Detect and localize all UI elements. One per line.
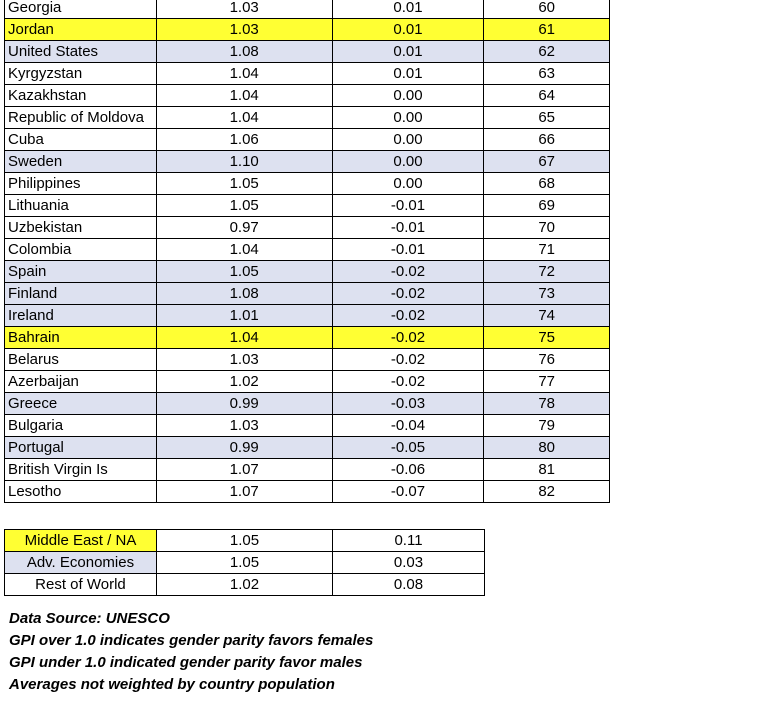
country-cell: Philippines (5, 173, 157, 195)
gpi-cell: 1.08 (156, 41, 332, 63)
change-cell: 0.00 (332, 173, 484, 195)
country-cell: Cuba (5, 129, 157, 151)
change-cell: -0.02 (332, 327, 484, 349)
change-cell: -0.02 (332, 305, 484, 327)
rank-cell: 62 (484, 41, 610, 63)
gpi-cell: 1.03 (156, 415, 332, 437)
rank-cell: 80 (484, 437, 610, 459)
average-change-cell: 0.11 (333, 530, 485, 552)
rank-cell: 69 (484, 195, 610, 217)
gpi-cell: 1.07 (156, 481, 332, 503)
table-row (5, 239, 610, 261)
rank-cell: 64 (484, 85, 610, 107)
country-cell: Belarus (5, 349, 157, 371)
table-row (5, 283, 610, 305)
rank-cell: 73 (484, 283, 610, 305)
average-row (5, 574, 485, 596)
rank-cell: 60 (484, 0, 610, 19)
table-row (5, 349, 610, 371)
regional-averages-table-body (5, 530, 485, 596)
country-cell: Lithuania (5, 195, 157, 217)
change-cell: -0.07 (332, 481, 484, 503)
country-cell: Kyrgyzstan (5, 63, 157, 85)
gpi-cell: 1.03 (156, 19, 332, 41)
table-row (5, 327, 610, 349)
table-row (5, 305, 610, 327)
gpi-cell: 1.04 (156, 63, 332, 85)
table-row (5, 85, 610, 107)
regional-averages-table (4, 529, 485, 596)
change-cell: -0.01 (332, 239, 484, 261)
country-cell: Uzbekistan (5, 217, 157, 239)
rank-cell: 68 (484, 173, 610, 195)
table-row (5, 195, 610, 217)
gpi-cell: 1.07 (156, 459, 332, 481)
country-cell: Sweden (5, 151, 157, 173)
rank-cell: 81 (484, 459, 610, 481)
table-row (5, 459, 610, 481)
note-gpi-under: GPI under 1.0 indicated gender parity favor males (9, 654, 363, 671)
country-cell: Bahrain (5, 327, 157, 349)
change-cell: 0.00 (332, 129, 484, 151)
country-gpi-table-body (5, 0, 610, 503)
table-row (5, 173, 610, 195)
country-cell: Colombia (5, 239, 157, 261)
gpi-cell: 1.04 (156, 327, 332, 349)
table-row (5, 217, 610, 239)
gpi-cell: 1.04 (156, 239, 332, 261)
table-row (5, 261, 610, 283)
gpi-cell: 0.99 (156, 437, 332, 459)
table-row (5, 129, 610, 151)
table-row (5, 0, 610, 19)
country-cell: Republic of Moldova (5, 107, 157, 129)
average-gpi-cell: 1.02 (156, 574, 332, 596)
rank-cell: 82 (484, 481, 610, 503)
table-row (5, 19, 610, 41)
table-row (5, 437, 610, 459)
notes-block (9, 608, 373, 696)
rank-cell: 63 (484, 63, 610, 85)
rank-cell: 75 (484, 327, 610, 349)
change-cell: -0.01 (332, 217, 484, 239)
rank-cell: 79 (484, 415, 610, 437)
gpi-cell: 1.01 (156, 305, 332, 327)
region-label-cell: Middle East / NA (5, 530, 157, 552)
change-cell: -0.06 (332, 459, 484, 481)
gpi-cell: 0.97 (156, 217, 332, 239)
country-cell: Finland (5, 283, 157, 305)
region-label-cell: Rest of World (5, 574, 157, 596)
rank-cell: 72 (484, 261, 610, 283)
change-cell: 0.01 (332, 63, 484, 85)
country-cell: Kazakhstan (5, 85, 157, 107)
gpi-cell: 1.05 (156, 261, 332, 283)
change-cell: 0.01 (332, 19, 484, 41)
country-cell: Bulgaria (5, 415, 157, 437)
note-data-source: Data Source: UNESCO (9, 610, 170, 627)
country-cell: Ireland (5, 305, 157, 327)
change-cell: -0.03 (332, 393, 484, 415)
rank-cell: 67 (484, 151, 610, 173)
country-cell: Lesotho (5, 481, 157, 503)
change-cell: -0.04 (332, 415, 484, 437)
change-cell: -0.02 (332, 349, 484, 371)
average-gpi-cell: 1.05 (156, 552, 332, 574)
change-cell: -0.02 (332, 261, 484, 283)
rank-cell: 66 (484, 129, 610, 151)
table-row (5, 63, 610, 85)
gpi-cell: 1.03 (156, 0, 332, 19)
country-cell: United States (5, 41, 157, 63)
rank-cell: 65 (484, 107, 610, 129)
change-cell: -0.02 (332, 371, 484, 393)
change-cell: 0.00 (332, 151, 484, 173)
table-row (5, 415, 610, 437)
country-cell: Spain (5, 261, 157, 283)
average-row (5, 552, 485, 574)
note-gpi-over: GPI over 1.0 indicates gender parity favors females (9, 632, 374, 649)
gpi-cell: 1.10 (156, 151, 332, 173)
country-gpi-table (4, 0, 610, 503)
gpi-cell: 1.05 (156, 195, 332, 217)
region-label-cell: Adv. Economies (5, 552, 157, 574)
average-gpi-cell: 1.05 (156, 530, 332, 552)
country-cell: Portugal (5, 437, 157, 459)
gpi-cell: 1.03 (156, 349, 332, 371)
change-cell: 0.01 (332, 41, 484, 63)
average-row (5, 530, 485, 552)
gpi-cell: 1.02 (156, 371, 332, 393)
country-cell: British Virgin Is (5, 459, 157, 481)
rank-cell: 70 (484, 217, 610, 239)
gpi-cell: 0.99 (156, 393, 332, 415)
table-row (5, 41, 610, 63)
gpi-cell: 1.04 (156, 107, 332, 129)
rank-cell: 61 (484, 19, 610, 41)
note-averages: Averages not weighted by country population (9, 676, 335, 693)
rank-cell: 76 (484, 349, 610, 371)
change-cell: -0.01 (332, 195, 484, 217)
table-row (5, 107, 610, 129)
rank-cell: 71 (484, 239, 610, 261)
average-change-cell: 0.08 (333, 574, 485, 596)
change-cell: -0.05 (332, 437, 484, 459)
country-cell: Azerbaijan (5, 371, 157, 393)
table-row (5, 393, 610, 415)
rank-cell: 74 (484, 305, 610, 327)
average-change-cell: 0.03 (333, 552, 485, 574)
table-row (5, 371, 610, 393)
rank-cell: 78 (484, 393, 610, 415)
change-cell: 0.01 (332, 0, 484, 19)
gpi-cell: 1.04 (156, 85, 332, 107)
country-cell: Jordan (5, 19, 157, 41)
country-cell: Greece (5, 393, 157, 415)
country-cell: Georgia (5, 0, 157, 19)
table-row (5, 481, 610, 503)
change-cell: -0.02 (332, 283, 484, 305)
change-cell: 0.00 (332, 107, 484, 129)
gpi-cell: 1.05 (156, 173, 332, 195)
rank-cell: 77 (484, 371, 610, 393)
gpi-cell: 1.08 (156, 283, 332, 305)
change-cell: 0.00 (332, 85, 484, 107)
table-row (5, 151, 610, 173)
gpi-cell: 1.06 (156, 129, 332, 151)
